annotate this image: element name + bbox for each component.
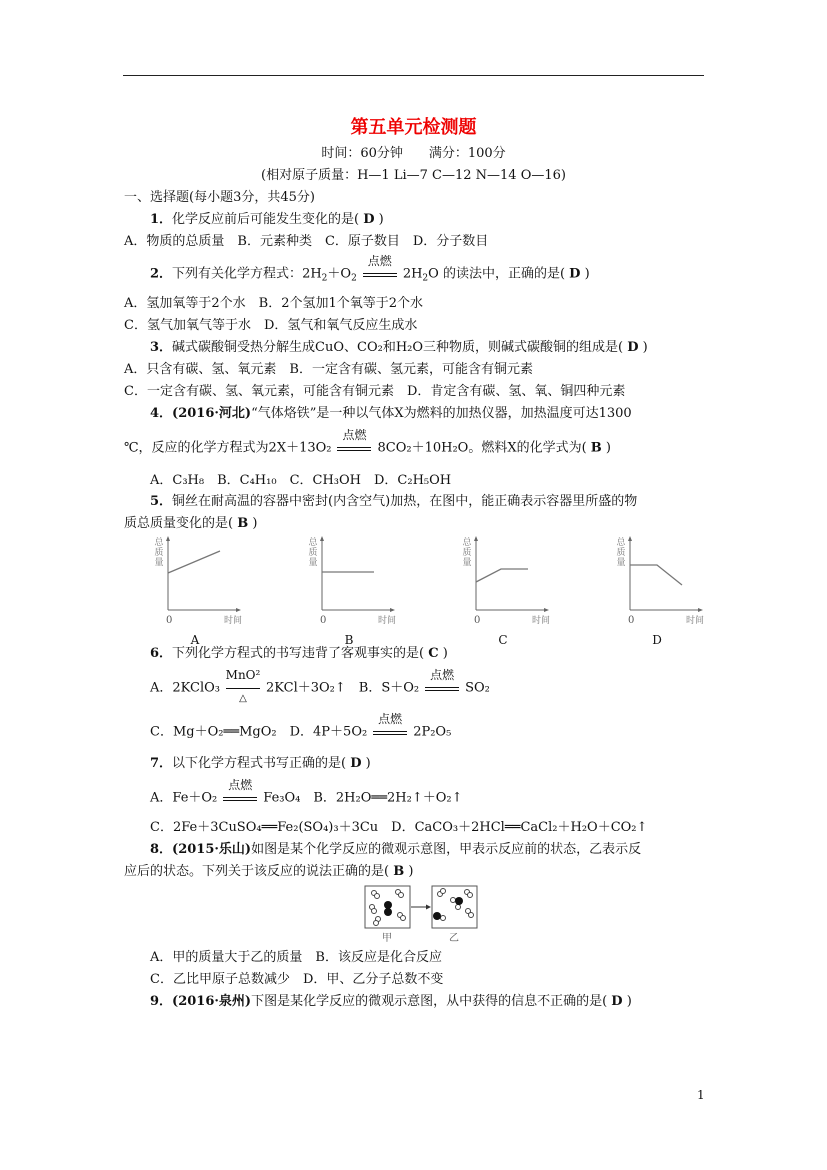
mass-curve (630, 565, 682, 585)
y-axis-label-2: 质 (616, 548, 626, 558)
mass-time-graph-a (150, 535, 250, 645)
options: A．C₃H₈ B．C₄H₁₀ C．CH₃OH D．C₂H₅OH (150, 473, 452, 488)
question-source: (2016·泉州) (172, 994, 252, 1009)
options: C．氢气加氧气等于水 D．氢气和氧气反应生成水 (124, 318, 418, 333)
question-text: 碱式碳酸铜受热分解生成CuO、CO₂和H₂O三种物质，则碱式碳酸铜的组成是( (172, 340, 624, 355)
question-4-cont: ℃，反应的化学方程式为2X＋13O₂ 点燃 8CO₂＋10H₂O。燃料X的化学式为( B ) (124, 428, 612, 456)
question-text: 化学反应前后可能发生变化的是( (172, 212, 360, 227)
question-text: 应后的状态。下列关于该反应的说法正确的是( (124, 864, 390, 879)
y-axis-label-1: 总 (308, 538, 318, 548)
question-3: 3．碱式碳酸铜受热分解生成CuO、CO₂和H₂O三种物质，则碱式碳酸铜的组成是( D ) (150, 340, 648, 355)
question-text: 8CO₂＋10H₂O。燃料X的化学式为( (377, 440, 587, 456)
y-axis-label-2: 质 (462, 548, 472, 558)
mass-curve (476, 569, 528, 582)
y-axis-label-3: 量 (308, 558, 318, 568)
question-number: 3． (150, 340, 173, 355)
question-text: 质总质量变化的是( (124, 516, 234, 531)
answer: B (590, 440, 602, 456)
y-axis-label-2: 质 (154, 548, 164, 558)
question-text: 下列有关化学方程式： (172, 266, 303, 282)
figure-label-jia: 甲 (382, 933, 392, 943)
question-2: 2．下列有关化学方程式：$2H_2+O_2$ 点燃 $2H_2O$ 的读法中，正确的是( D ) (150, 254, 590, 284)
y-axis-label-3: 量 (616, 558, 626, 568)
options: A．甲的质量大于乙的质量 B．该反应是化合反应 (150, 950, 442, 965)
reaction-condition: MnO² △ (225, 668, 261, 704)
answer: B (393, 864, 405, 879)
figure-label-yi: 乙 (449, 933, 459, 943)
x-axis-label: 时间 (224, 616, 243, 626)
answer: D (627, 340, 639, 355)
options: C．Mg＋O₂══MgO₂ D．4P＋5O₂ 点燃 2P₂O₅ (150, 712, 452, 740)
question-number: 4． (150, 406, 173, 421)
origin-label: 0 (320, 615, 327, 626)
page-title: 第五单元检测题 (350, 117, 477, 138)
y-axis-label-1: 总 (616, 538, 626, 548)
mass-curve (168, 551, 220, 573)
question-4 (150, 406, 632, 422)
question-5 (150, 494, 637, 510)
answer: D (611, 994, 623, 1009)
section-heading: 一、选择题(每小题3分，共45分) (124, 190, 315, 205)
answer: B (237, 516, 249, 531)
reaction-condition: 点燃 (221, 790, 259, 806)
exam-meta-masses: (相对原子质量：H—1 Li—7 C—12 N—14 O—16) (261, 168, 566, 183)
options: C．2Fe＋3CuSO₄══Fe₂(SO₄)₃＋3Cu D．CaCO₃＋2HCl══CaCl₂＋H₂O＋CO₂↑ (150, 820, 648, 835)
question-number: 6． (150, 646, 173, 661)
microscopic-reaction-diagram (364, 885, 478, 943)
question-text: 如图是某个化学反应的微观示意图，甲表示反应前的状态，乙表示反 (251, 842, 642, 857)
answer: D (350, 756, 362, 771)
question-number: 2． (150, 266, 173, 282)
origin-label: 0 (628, 615, 635, 626)
y-axis-label-3: 量 (462, 558, 472, 568)
question-5-cont: 质总质量变化的是( B ) (124, 516, 258, 531)
question-8 (150, 842, 641, 858)
question-text: “气体烙铁”是一种以气体X为燃料的加热仪器，加热温度可达1300 (251, 406, 632, 421)
question-source: (2015·乐山) (172, 842, 252, 857)
page-number: 1 (697, 1088, 705, 1102)
exam-meta-time: 时间：60分钟 满分：100分 (321, 146, 506, 161)
question-number: 9． (150, 994, 173, 1009)
reaction-condition: 点燃 (361, 266, 399, 282)
reaction-condition: 点燃 (423, 680, 461, 696)
question-number: 8． (150, 842, 173, 857)
mass-time-graph-d (612, 535, 712, 645)
question-7: 7．以下化学方程式书写正确的是( D ) (150, 756, 371, 771)
x-axis-label: 时间 (378, 616, 397, 626)
origin-label: 0 (166, 615, 173, 626)
reaction-condition: 点燃 (371, 724, 409, 740)
options: A．只含有碳、氢、氧元素 B．一定含有碳、氢元素，可能含有铜元素 (124, 362, 533, 377)
question-number: 7． (150, 756, 173, 771)
graph-option-label: D (652, 633, 662, 647)
y-axis-label-1: 总 (462, 538, 472, 548)
options: A．氢加氧等于2个水 B．2个氢加1个氧等于2个水 (124, 296, 424, 311)
reaction-condition: 点燃 (335, 440, 373, 456)
question-text: ℃，反应的化学方程式为2X＋13O₂ (124, 440, 332, 456)
question-8-cont: 应后的状态。下列关于该反应的说法正确的是( B ) (124, 864, 414, 879)
options: A．2KClO₃ MnO² △ 2KCl＋3O₂↑ B．S＋O₂ 点燃 SO₂ (150, 668, 490, 704)
options: A．物质的总质量 B．元素种类 C．原子数目 D．分子数目 (124, 234, 489, 249)
question-text: 下图是某化学反应的微观示意图，从中获得的信息不正确的是( (251, 994, 608, 1009)
question-number: 5． (150, 494, 173, 509)
origin-label: 0 (474, 615, 481, 626)
graph-option-label: A (190, 633, 200, 647)
x-axis-label: 时间 (686, 616, 705, 626)
graph-option-label: C (498, 633, 508, 647)
question-text: 下列化学方程式的书写违背了客观事实的是( (172, 646, 425, 661)
y-axis-label-3: 量 (154, 558, 164, 568)
question-9: 9．(2016·泉州)下图是某化学反应的微观示意图，从中获得的信息不正确的是( D ) (150, 994, 632, 1009)
question-text: 铜丝在耐高温的容器中密封(内含空气)加热，在图中，能正确表示容器里所盛的物 (172, 494, 638, 509)
answer: D (363, 212, 375, 227)
question-source: (2016·河北) (172, 406, 252, 421)
mass-time-graph-b (304, 535, 404, 645)
y-axis-label-1: 总 (154, 538, 164, 548)
header-rule (123, 75, 704, 76)
answer: D (569, 266, 581, 282)
graph-option-label: B (344, 633, 354, 647)
options: C．一定含有碳、氢、氧元素，可能含有铜元素 D．肯定含有碳、氢、氧、铜四种元素 (124, 384, 626, 399)
question-text: 的读法中，正确的是( (442, 266, 566, 282)
y-axis-label-2: 质 (308, 548, 318, 558)
options: C．乙比甲原子总数减少 D．甲、乙分子总数不变 (150, 972, 444, 987)
answer: C (428, 646, 439, 661)
mass-time-graph-c (458, 535, 558, 645)
options: A．Fe＋O₂ 点燃 Fe₃O₄ B．2H₂O══2H₂↑＋O₂↑ (150, 778, 463, 806)
question-6: 6．下列化学方程式的书写违背了客观事实的是( C ) (150, 646, 448, 661)
x-axis-label: 时间 (532, 616, 551, 626)
question-number: 1． (150, 212, 173, 227)
question-1: 1．化学反应前后可能发生变化的是( D ) (150, 212, 384, 227)
question-text: 以下化学方程式书写正确的是( (172, 756, 347, 771)
